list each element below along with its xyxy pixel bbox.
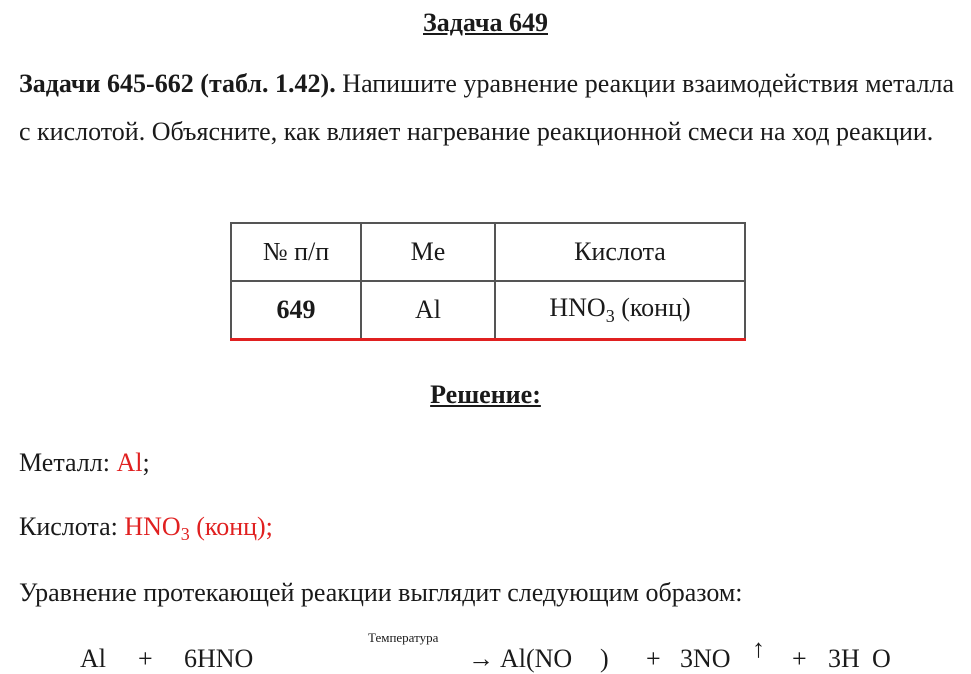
acid-note: (конц) <box>614 293 691 322</box>
metal-value: Al <box>116 448 143 477</box>
task-text: Напишите уравнение реакции взаимодействия металла с кислотой. Объясните, как влияет нагревание реакционной смеси на ход реакции. <box>19 69 955 146</box>
cell-metal: Al <box>361 281 495 340</box>
acid-formula: HNO <box>549 293 606 322</box>
acid-value-subscript: 3 <box>180 524 190 544</box>
eq-plus-3: + <box>792 644 807 673</box>
gas-arrow-icon: ↑ <box>752 634 765 663</box>
header-number: № п/п <box>231 223 361 281</box>
eq-product-nitrate-close: ) <box>600 644 609 673</box>
table-row <box>231 281 745 340</box>
task-table <box>230 222 746 341</box>
solution-heading: Решение: <box>430 380 541 409</box>
cell-acid <box>495 281 745 340</box>
acid-subscript: 3 <box>605 306 615 326</box>
eq-plus-2: + <box>646 644 661 673</box>
page-title: Задача 649 <box>423 8 548 37</box>
table-header-row <box>231 223 745 281</box>
header-acid: Кислота <box>495 223 745 281</box>
cell-number: 649 <box>231 281 361 340</box>
metal-line <box>19 448 150 478</box>
eq-plus-1: + <box>138 644 153 673</box>
acid-value-formula: HNO <box>124 512 181 541</box>
metal-label: Металл: <box>19 448 117 477</box>
eq-product-no2: 3NO <box>680 644 731 673</box>
equation-intro: Уравнение протекающей реакции выглядит следующим образом: <box>19 578 743 607</box>
eq-product-water-o: O <box>872 644 891 673</box>
eq-reactant-acid: 6HNO <box>184 644 254 673</box>
eq-arrow: → <box>468 644 494 673</box>
acid-value <box>124 512 273 544</box>
task-statement <box>19 60 954 156</box>
acid-label: Кислота: <box>19 512 125 541</box>
acid-value-tail: (конц); <box>189 512 273 541</box>
eq-reactant-al: Al <box>80 644 106 673</box>
eq-product-water: 3H <box>828 644 860 673</box>
acid-line <box>19 512 273 545</box>
eq-product-nitrate: Al(NO <box>500 644 573 673</box>
header-metal: Me <box>361 223 495 281</box>
reaction-condition: Температура <box>368 630 439 645</box>
metal-tail: ; <box>142 448 150 477</box>
task-ref: Задачи 645-662 (табл. 1.42). <box>19 69 336 98</box>
